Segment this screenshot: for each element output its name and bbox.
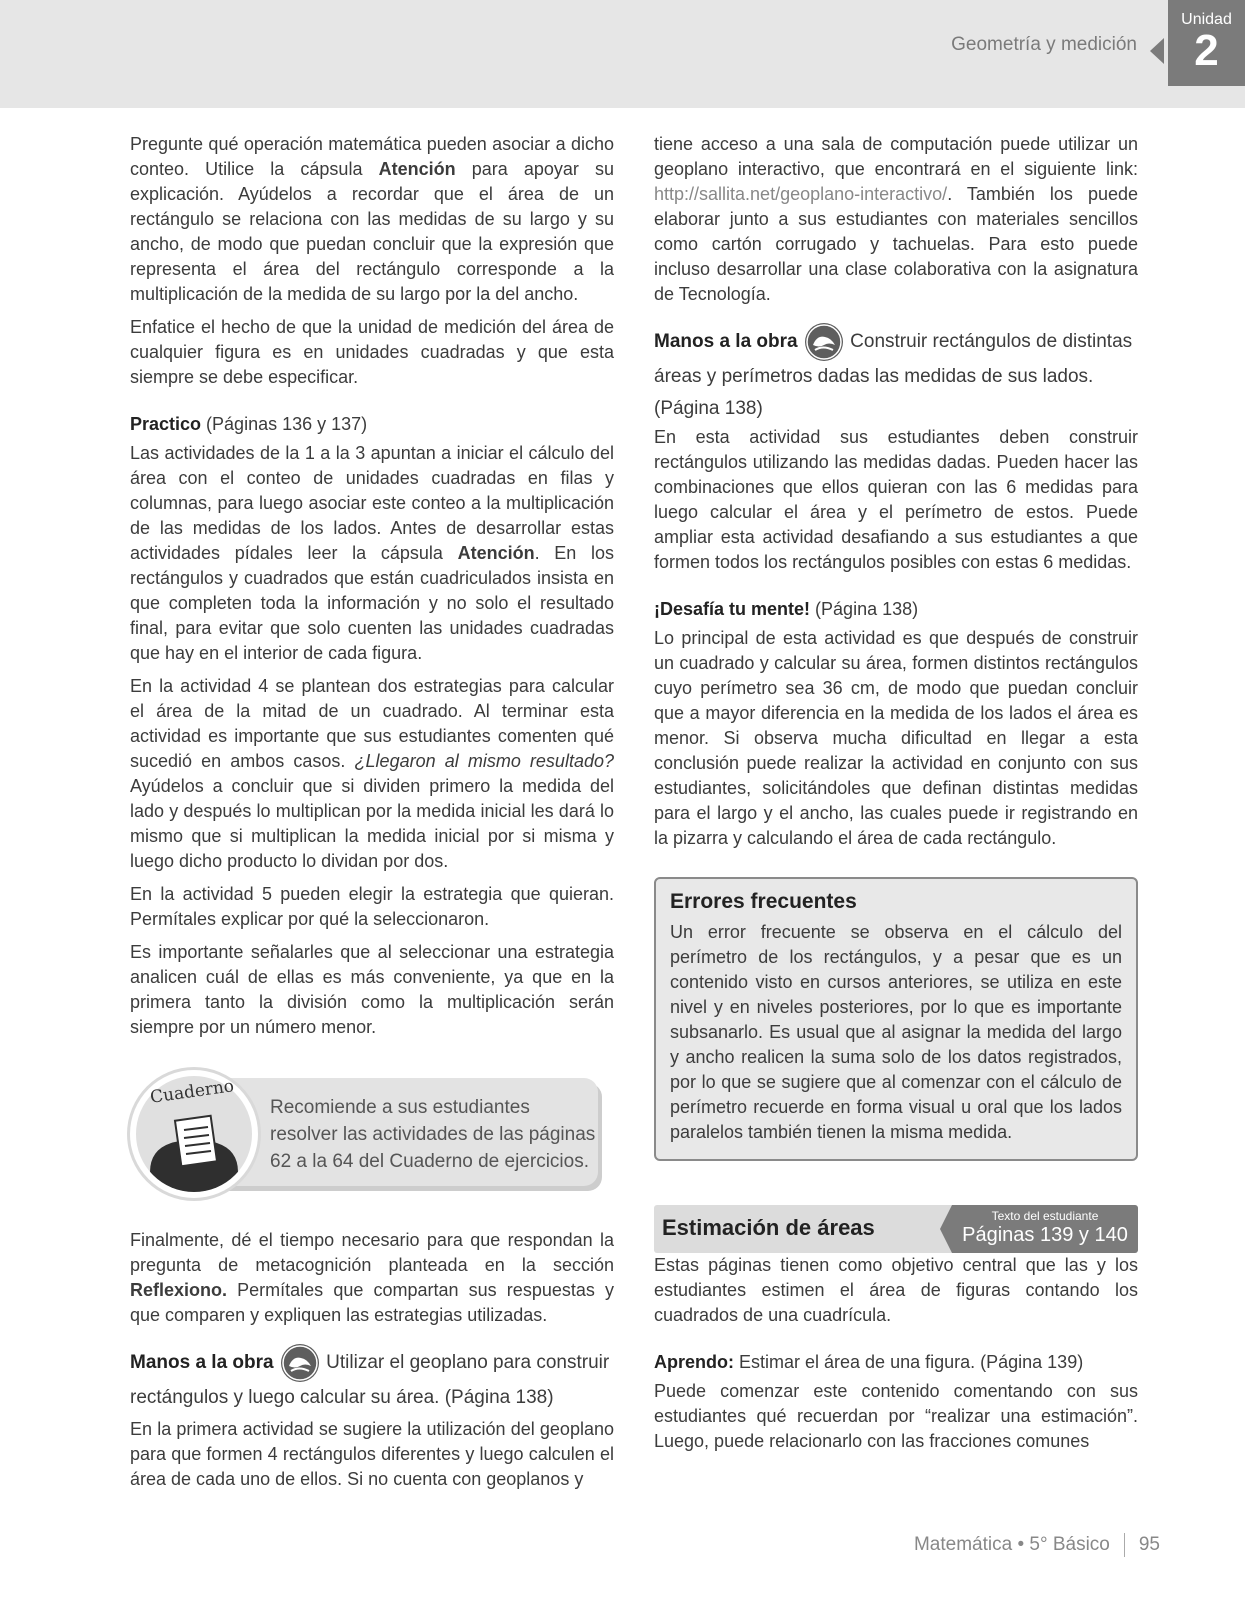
paragraph: Enfatice el hecho de que la unidad de medición del área de cualquier figura es en unidades cuadradas y que esta siempre se debe especificar. — [130, 317, 614, 387]
right-column — [654, 132, 1138, 1454]
tag-small: Texto del estudiante — [991, 1209, 1099, 1223]
paragraph: En la primera actividad se sugiere la utilización del geoplano para que formen 4 rectángulos diferentes y luego calculen el área de cada uno de ellos. Si no cuenta con geoplanos y — [130, 1419, 614, 1489]
footer-subject: Matemática • 5° Básico — [913, 1534, 1110, 1556]
texto-estudiante-tag — [952, 1205, 1138, 1253]
aprendo-heading: Aprendo: Estimar el área de una figura. (Página 139) — [654, 1352, 1084, 1372]
left-column — [130, 132, 614, 1492]
paragraph: Puede comenzar este contenido comentando con sus estudiantes qué recuerdan por “realizar una estimación”. Luego, puede relacionarlo con las fracciones comunes — [654, 1381, 1138, 1451]
practico-heading: Practico (Páginas 136 y 137) — [130, 414, 368, 434]
hands-icon — [805, 323, 843, 361]
section-title: Geometría y medición — [951, 34, 1137, 55]
manos-page: (Página 138) — [654, 398, 763, 419]
paragraph: Estas páginas tienen como objetivo central que las y los estudiantes estimen el área de figuras contando los cuadrados de una cuadrícula. — [654, 1255, 1138, 1325]
unit-label: Unidad — [1181, 11, 1232, 28]
paragraph: En la actividad 4 se plantean dos estrategias para calcular el área de la mitad de un cuadrado. Al terminar esta actividad es importante que sus estudiantes comenten qué sucedió en ambos casos. ¿Llegaron al mismo resultado? Ayúdelos a concluir que si dividen primero la medida del lado y después lo multiplican por la medida inicial les dará lo mismo que si multiplican la medida inicial por si misma y luego dicho producto lo dividan por dos. — [130, 676, 614, 871]
manos-heading: Manos a la obra Utilizar el geoplano para construir rectángulos y luego calcular su área. (Página 138) — [130, 1344, 614, 1413]
manos-heading: Manos a la obra Construir rectángulos de distintas áreas y perímetros dadas las medidas de sus lados. — [654, 323, 1138, 392]
unit-tab — [1168, 0, 1245, 86]
paragraph: En esta actividad sus estudiantes deben construir rectángulos utilizando las medidas dadas. Pueden hacer las combinaciones que ellos quieran con las 6 medidas para luego calcular el área y el perímetro de estos. Puede ampliar esta actividad desafiando a sus estudiantes a que formen todos los rectángulos posibles con estas 6 medidas. — [654, 427, 1138, 572]
paragraph: Finalmente, dé el tiempo necesario para que respondan la pregunta de metacognición planteada en la sección Reflexiono. Permítales que compartan sus respuestas y que comparen y expliquen las estrategias utilizadas. — [130, 1230, 614, 1325]
header-arrow-icon — [1150, 38, 1164, 64]
paragraph: Lo principal de esta actividad es que después de construir un cuadrado y calcular su área, formen distintos rectángulos cuyo perímetro sea 36 cm, de modo que puedan concluir que a mayor diferencia en la medida de los lados el área es menor. Si observa mucha dificultad en llegar a esta conclusión puede realizar la actividad en conjunto con sus estudiantes, solicitándoles que definan distintas medidas para el largo y el ancho, las cuales puede ir registrando en la pizarra y calculando el área de cada rectángulo. — [654, 628, 1138, 848]
paragraph: Pregunte qué operación matemática pueden asociar a dicho conteo. Utilice la cápsula Atención para apoyar su explicación. Ayúdelos a recordar que el área de un rectángulo se relaciona con las medidas de su largo y su ancho, de modo que puedan concluir que la expresión que representa el área del rectángulo corresponde a la multiplicación de la medida de su largo por la del ancho. — [130, 134, 615, 304]
tag-pages: Páginas 139 y 140 — [962, 1224, 1128, 1246]
errores-frecuentes-box — [654, 877, 1138, 1161]
estimacion-title: Estimación de áreas — [662, 1215, 875, 1240]
errores-title: Errores frecuentes — [670, 890, 857, 913]
cuaderno-text: Recomiende a sus estudiantes resolver las actividades de las páginas 62 a la 64 del Cuaderno de ejercicios. — [270, 1097, 596, 1172]
paragraph: tiene acceso a una sala de computación puede utilizar un geoplano interactivo, que encontrará en el siguiente link: http://sallita.net/geoplano-interactivo/. También los puede elaborar junto a sus estudiantes con materiales sencillos como cartón corrugado y tachuelas. Para esto puede incluso desarrollar una clase colaborativa con la asignatura de Tecnología. — [654, 134, 1138, 304]
paragraph: Es importante señalarles que al seleccionar una estrategia analicen cuál de ellas es más conveniente, ya que en la primera tanto la división como la multiplicación serán siempre por un número menor. — [130, 942, 614, 1037]
paragraph: Las actividades de la 1 a la 3 apuntan a iniciar el cálculo del área con el conteo de unidades cuadradas en filas y columnas, para luego asociar este conteo a la multiplicación de las medidas de los lados. Antes de desarrollar estas actividades pídales leer la cápsula Atención. En los rectángulos y cuadrados que están cuadriculados insista en que completen toda la información y no solo el resultado final, para evitar que solo cuenten las unidades cuadradas que hay en el interior de cada figura. — [130, 443, 615, 663]
cuaderno-callout — [130, 1070, 614, 1198]
page-footer — [914, 1533, 1160, 1557]
errores-text: Un error frecuente se observa en el cálculo del perímetro de los rectángulos, y a pesar que es un contenido visto en cursos anteriores, se utiliza en este nivel y en niveles posteriores, por lo que es importante subsanarlo. Es usual que al asignar la medida del largo y ancho realicen la suma solo de los datos registrados, por lo que se sugiere que al comenzar con el cálculo de perímetro recuerde en forma visual u oral que los lados paralelos también tienen la misma medida. — [670, 922, 1122, 1142]
hands-icon — [281, 1344, 319, 1382]
footer-divider — [1124, 1533, 1125, 1557]
cuaderno-badge — [130, 1070, 258, 1198]
cuaderno-label: Cuaderno — [148, 1076, 236, 1108]
desafia-heading: ¡Desafía tu mente! (Página 138) — [654, 599, 919, 619]
unit-number: 2 — [1194, 26, 1219, 75]
paragraph: En la actividad 5 pueden elegir la estrategia que quieran. Permítales explicar por qué la seleccionaron. — [130, 884, 614, 929]
page-number: 95 — [1138, 1534, 1160, 1556]
estimacion-section-bar — [654, 1205, 1138, 1253]
geoplano-link[interactable]: http://sallita.net/geoplano-interactivo/ — [654, 184, 948, 204]
